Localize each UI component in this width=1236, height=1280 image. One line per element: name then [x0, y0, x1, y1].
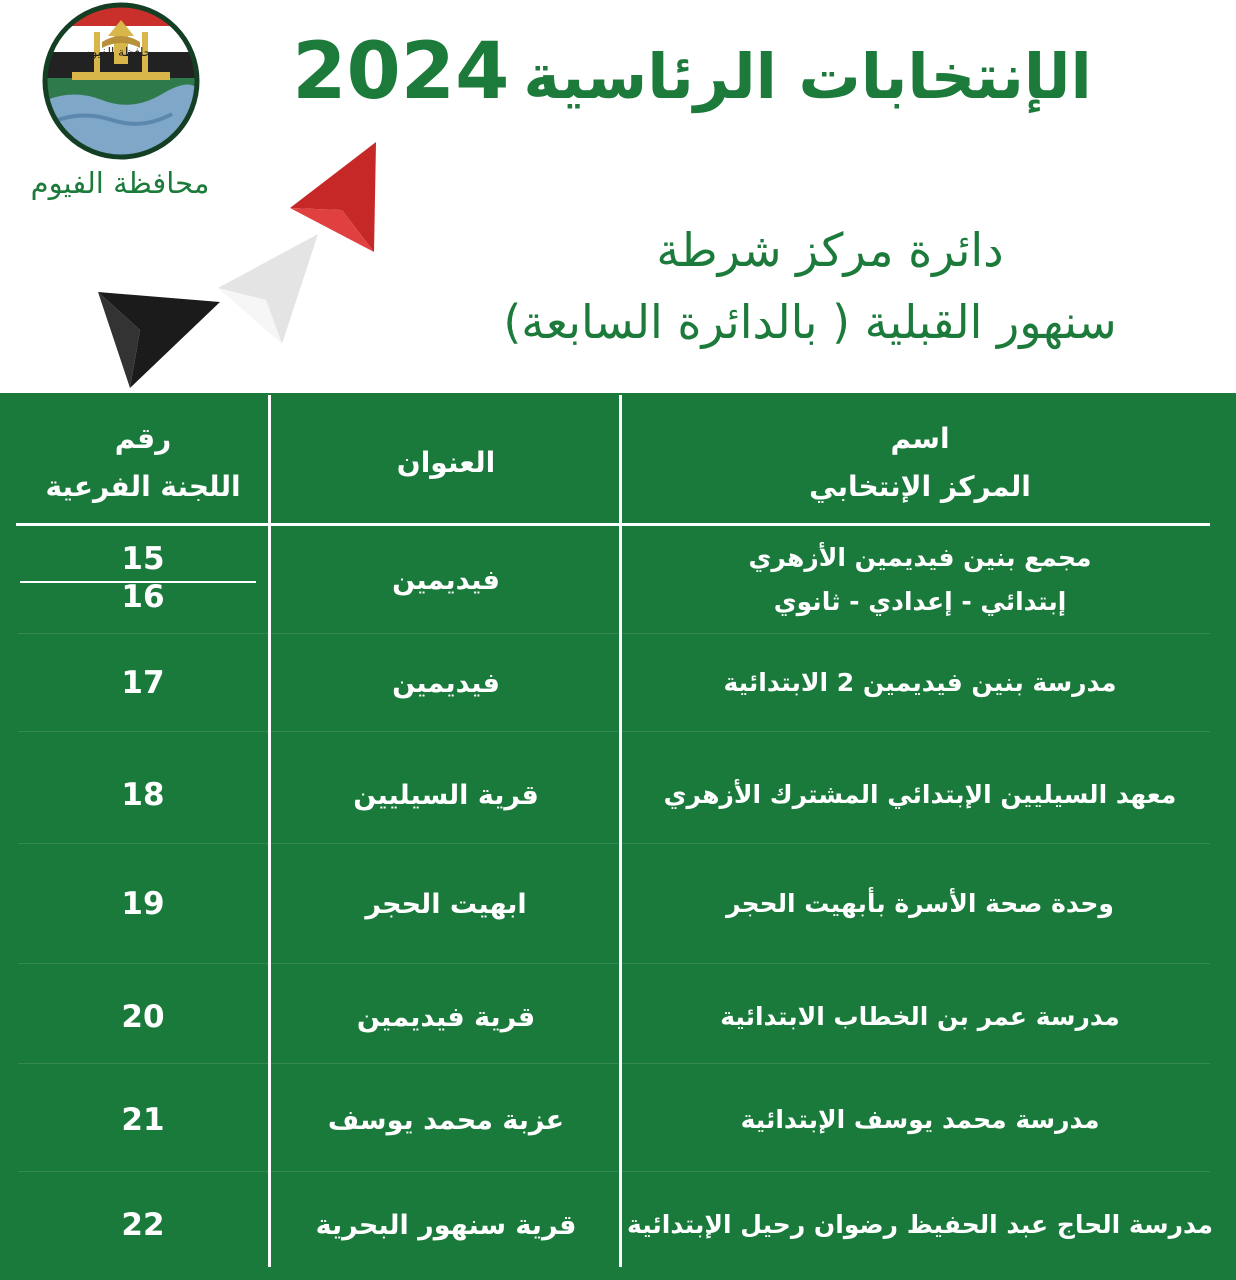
header-center-name	[624, 413, 1216, 513]
committee-number: 16	[121, 579, 165, 615]
station-name: مدرسة بنين فيديمين 2 الابتدائية	[723, 668, 1117, 697]
table-row	[0, 529, 1236, 631]
row-divider	[18, 843, 1210, 844]
committee-number: 18	[121, 777, 165, 813]
station-address: فيديمين	[392, 564, 500, 596]
committee-number: 17	[121, 665, 165, 701]
page-title	[282, 22, 1102, 122]
committee-number: 19	[121, 886, 165, 922]
district-line-1: دائرة مركز شرطة	[656, 223, 1004, 277]
logo-inscription: محافظة الفيوم	[84, 45, 158, 59]
header-name-line-2: المركز الإنتخابي	[809, 470, 1031, 503]
station-name: مدرسة الحاج عبد الحفيظ رضوان رحيل الإبتدائية	[627, 1210, 1213, 1239]
station-name: مدرسة محمد يوسف الإبتدائية	[740, 1105, 1100, 1134]
title-year: 2024	[292, 27, 510, 117]
table-row	[0, 1173, 1236, 1277]
table-row	[0, 845, 1236, 963]
header-divider	[16, 523, 1210, 526]
station-name: وحدة صحة الأسرة بأبهيت الحجر	[726, 889, 1114, 918]
header-name-line-1: اسم	[890, 422, 950, 455]
station-address: قرية سنهور البحرية	[315, 1209, 577, 1241]
table-row	[0, 635, 1236, 731]
black-arrow-icon	[98, 292, 220, 388]
poster-header	[0, 0, 1236, 393]
station-name: مجمع بنين فيديمين الأزهري إبتدائي - إعدادي - ثانوي	[748, 543, 1092, 616]
row-divider	[18, 731, 1210, 732]
title-text: الإنتخابات الرئاسية	[523, 40, 1092, 113]
table-row	[0, 733, 1236, 857]
committee-number: 22	[121, 1207, 165, 1243]
committee-number: 20	[121, 999, 165, 1035]
row-divider	[18, 1171, 1210, 1172]
district-title	[420, 214, 1200, 358]
station-address: فيديمين	[392, 667, 500, 699]
table-row	[0, 1065, 1236, 1175]
committee-number: 21	[121, 1102, 165, 1138]
governorate-name: محافظة الفيوم	[30, 166, 210, 200]
flag-arrows-graphic	[90, 130, 390, 395]
station-address: ابهيت الحجر	[365, 888, 527, 920]
station-address: قرية فيديمين	[356, 1001, 536, 1033]
row-divider	[18, 633, 1210, 634]
polling-stations-table	[0, 393, 1236, 1280]
header-number-line-1: رقم	[114, 422, 172, 455]
committee-number: 15	[121, 541, 165, 577]
district-line-2: سنهور القبلية ( بالدائرة السابعة)	[503, 295, 1117, 349]
header-committee-number	[18, 413, 268, 513]
row-divider	[18, 1063, 1210, 1064]
station-name: مدرسة عمر بن الخطاب الابتدائية	[720, 1002, 1120, 1031]
header-address: العنوان	[396, 446, 496, 479]
red-arrow-icon	[290, 142, 376, 252]
table-row	[0, 965, 1236, 1069]
station-name: معهد السيليين الإبتدائي المشترك الأزهري	[663, 780, 1177, 809]
row-divider	[18, 963, 1210, 964]
committee-numbers	[18, 529, 268, 631]
station-address: قرية السيليين	[353, 779, 539, 811]
header-number-line-2: اللجنة الفرعية	[45, 470, 241, 503]
white-arrow-icon	[218, 234, 318, 344]
station-address: عزبة محمد يوسف	[327, 1104, 565, 1136]
